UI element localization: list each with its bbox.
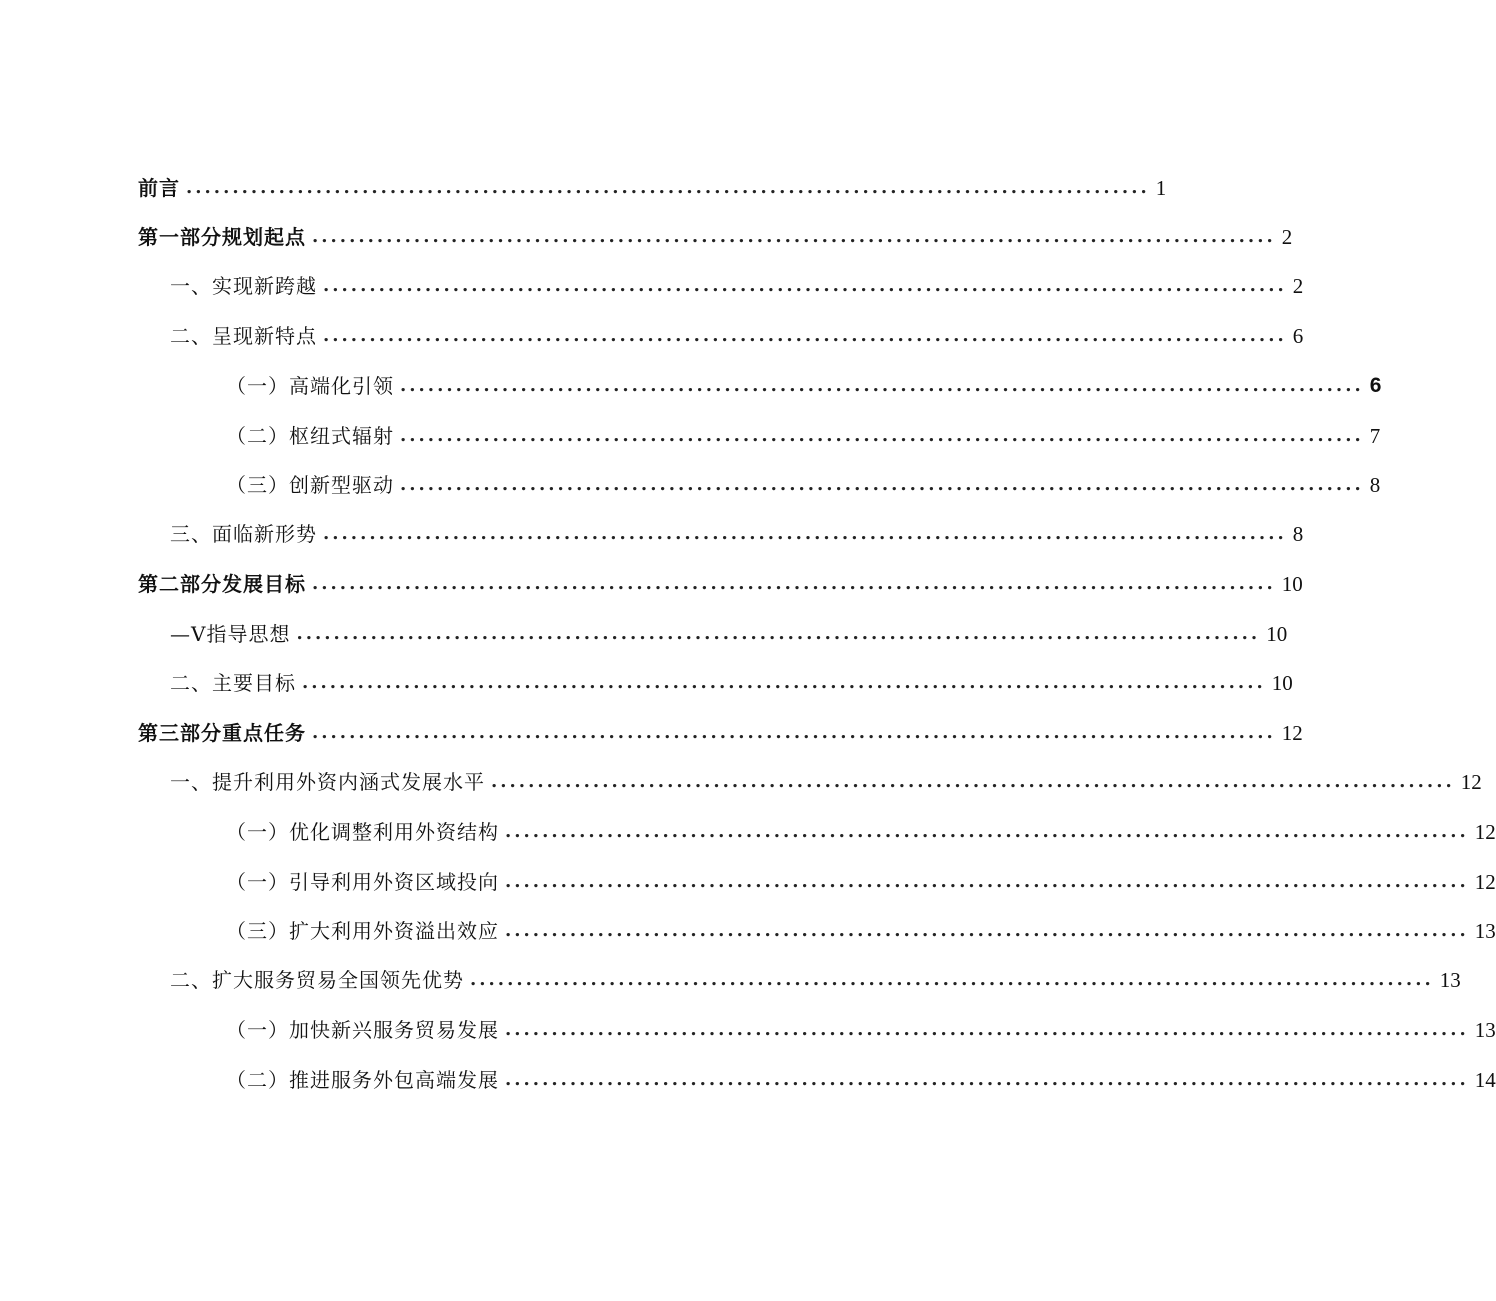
toc-page-number: 13 bbox=[1439, 968, 1461, 992]
dot-leader: ........................................................................................................ bbox=[312, 722, 1276, 743]
toc-entry-label: 第三部分重点任务 bbox=[138, 721, 306, 745]
dot-leader: ........................................................................................................ bbox=[400, 375, 1364, 396]
toc-page-number: 6 bbox=[1292, 324, 1304, 348]
toc-entry[interactable] bbox=[226, 1010, 1496, 1044]
toc-entry-label: 一、实现新跨越 bbox=[170, 274, 317, 298]
toc-entry[interactable] bbox=[226, 911, 1496, 945]
toc-page-number: 8 bbox=[1369, 473, 1381, 497]
dot-leader: ........................................................................................................ bbox=[400, 425, 1364, 446]
toc-entry-label: （二）推进服务外包高端发展 bbox=[226, 1068, 499, 1092]
toc-entry[interactable] bbox=[170, 614, 1288, 648]
toc-entry[interactable] bbox=[138, 217, 1293, 251]
toc-page-number: 10 bbox=[1271, 671, 1293, 695]
dot-leader: ........................................................................................................ bbox=[400, 474, 1364, 495]
toc-entry-label: （一）优化调整利用外资结构 bbox=[226, 820, 499, 844]
toc-entry-label: （一）引导利用外资区域投向 bbox=[226, 870, 499, 894]
toc-entry-label: 二、扩大服务贸易全国领先优势 bbox=[170, 968, 464, 992]
dot-leader: ........................................................................................................ bbox=[312, 226, 1276, 247]
dot-leader: ........................................................................................................ bbox=[505, 920, 1469, 941]
toc-entry-label: 二、主要目标 bbox=[170, 671, 296, 695]
toc-entry-label: 第一部分规划起点 bbox=[138, 225, 306, 249]
toc-entry[interactable] bbox=[170, 266, 1304, 300]
toc-entry-label: （三）扩大利用外资溢出效应 bbox=[226, 919, 499, 943]
toc-entry-label: （一）加快新兴服务贸易发展 bbox=[226, 1018, 499, 1042]
dot-leader: ........................................................................................................ bbox=[470, 969, 1434, 990]
toc-entry[interactable] bbox=[170, 663, 1293, 697]
toc-page-number: 13 bbox=[1474, 1018, 1496, 1042]
toc-entry[interactable] bbox=[170, 960, 1461, 994]
toc-entry-label: —V指导思想 bbox=[170, 622, 291, 646]
toc-entry[interactable] bbox=[170, 762, 1482, 796]
toc-page-number: 12 bbox=[1281, 721, 1303, 745]
toc-page-number: 2 bbox=[1281, 225, 1293, 249]
toc-entry[interactable] bbox=[170, 316, 1304, 350]
toc-page-number: 7 bbox=[1369, 424, 1381, 448]
toc-entry[interactable] bbox=[138, 168, 1167, 202]
toc-page-number: 1 bbox=[1155, 176, 1167, 200]
toc-page-number: 2 bbox=[1292, 274, 1304, 298]
toc-page-number: 8 bbox=[1292, 522, 1304, 546]
toc-entry[interactable] bbox=[226, 465, 1381, 499]
dot-leader: ........................................................................................................ bbox=[505, 821, 1469, 842]
toc-entry[interactable] bbox=[226, 366, 1382, 400]
dot-leader: ........................................................................................................ bbox=[491, 771, 1455, 792]
toc-page-number: 10 bbox=[1266, 622, 1288, 646]
dot-leader: ........................................................................................................ bbox=[312, 573, 1276, 594]
dot-leader: ........................................................................................................ bbox=[323, 275, 1287, 296]
toc-page-number: 6 bbox=[1369, 374, 1382, 397]
toc-entry-label: 第二部分发展目标 bbox=[138, 572, 306, 596]
toc-page-number: 12 bbox=[1474, 820, 1496, 844]
toc-entry[interactable] bbox=[226, 1060, 1496, 1094]
toc-entry-label: （一）高端化引领 bbox=[226, 374, 394, 398]
toc-entry-label: 三、面临新形势 bbox=[170, 522, 317, 546]
toc-entry-label: 二、呈现新特点 bbox=[170, 324, 317, 348]
toc-entry-label: 前言 bbox=[138, 176, 180, 200]
toc-entry-label: （三）创新型驱动 bbox=[226, 473, 394, 497]
dot-leader: ........................................................................................................ bbox=[505, 1069, 1469, 1090]
toc-page-number: 12 bbox=[1460, 770, 1482, 794]
toc-page-number: 12 bbox=[1474, 870, 1496, 894]
dot-leader: ........................................................................................................ bbox=[186, 177, 1150, 198]
dot-leader: ........................................................................................................ bbox=[505, 1019, 1469, 1040]
dot-leader: ........................................................................................................ bbox=[323, 325, 1287, 346]
toc-page-number: 14 bbox=[1474, 1068, 1496, 1092]
toc-entry[interactable] bbox=[226, 416, 1381, 450]
toc-entry[interactable] bbox=[138, 713, 1303, 747]
dot-leader: ........................................................................................................ bbox=[302, 672, 1266, 693]
toc-entry[interactable] bbox=[138, 564, 1303, 598]
dot-leader: ........................................................................................................ bbox=[296, 623, 1261, 644]
toc-entry-label: （二）枢纽式辐射 bbox=[226, 424, 394, 448]
toc-entry[interactable] bbox=[170, 514, 1304, 548]
toc-entry[interactable] bbox=[226, 862, 1496, 896]
dot-leader: ........................................................................................................ bbox=[323, 523, 1287, 544]
toc-page-number: 10 bbox=[1281, 572, 1303, 596]
dot-leader: ........................................................................................................ bbox=[505, 871, 1469, 892]
toc-entry[interactable] bbox=[226, 812, 1496, 846]
toc-entry-label: 一、提升利用外资内涵式发展水平 bbox=[170, 770, 485, 794]
toc-page-number: 13 bbox=[1474, 919, 1496, 943]
